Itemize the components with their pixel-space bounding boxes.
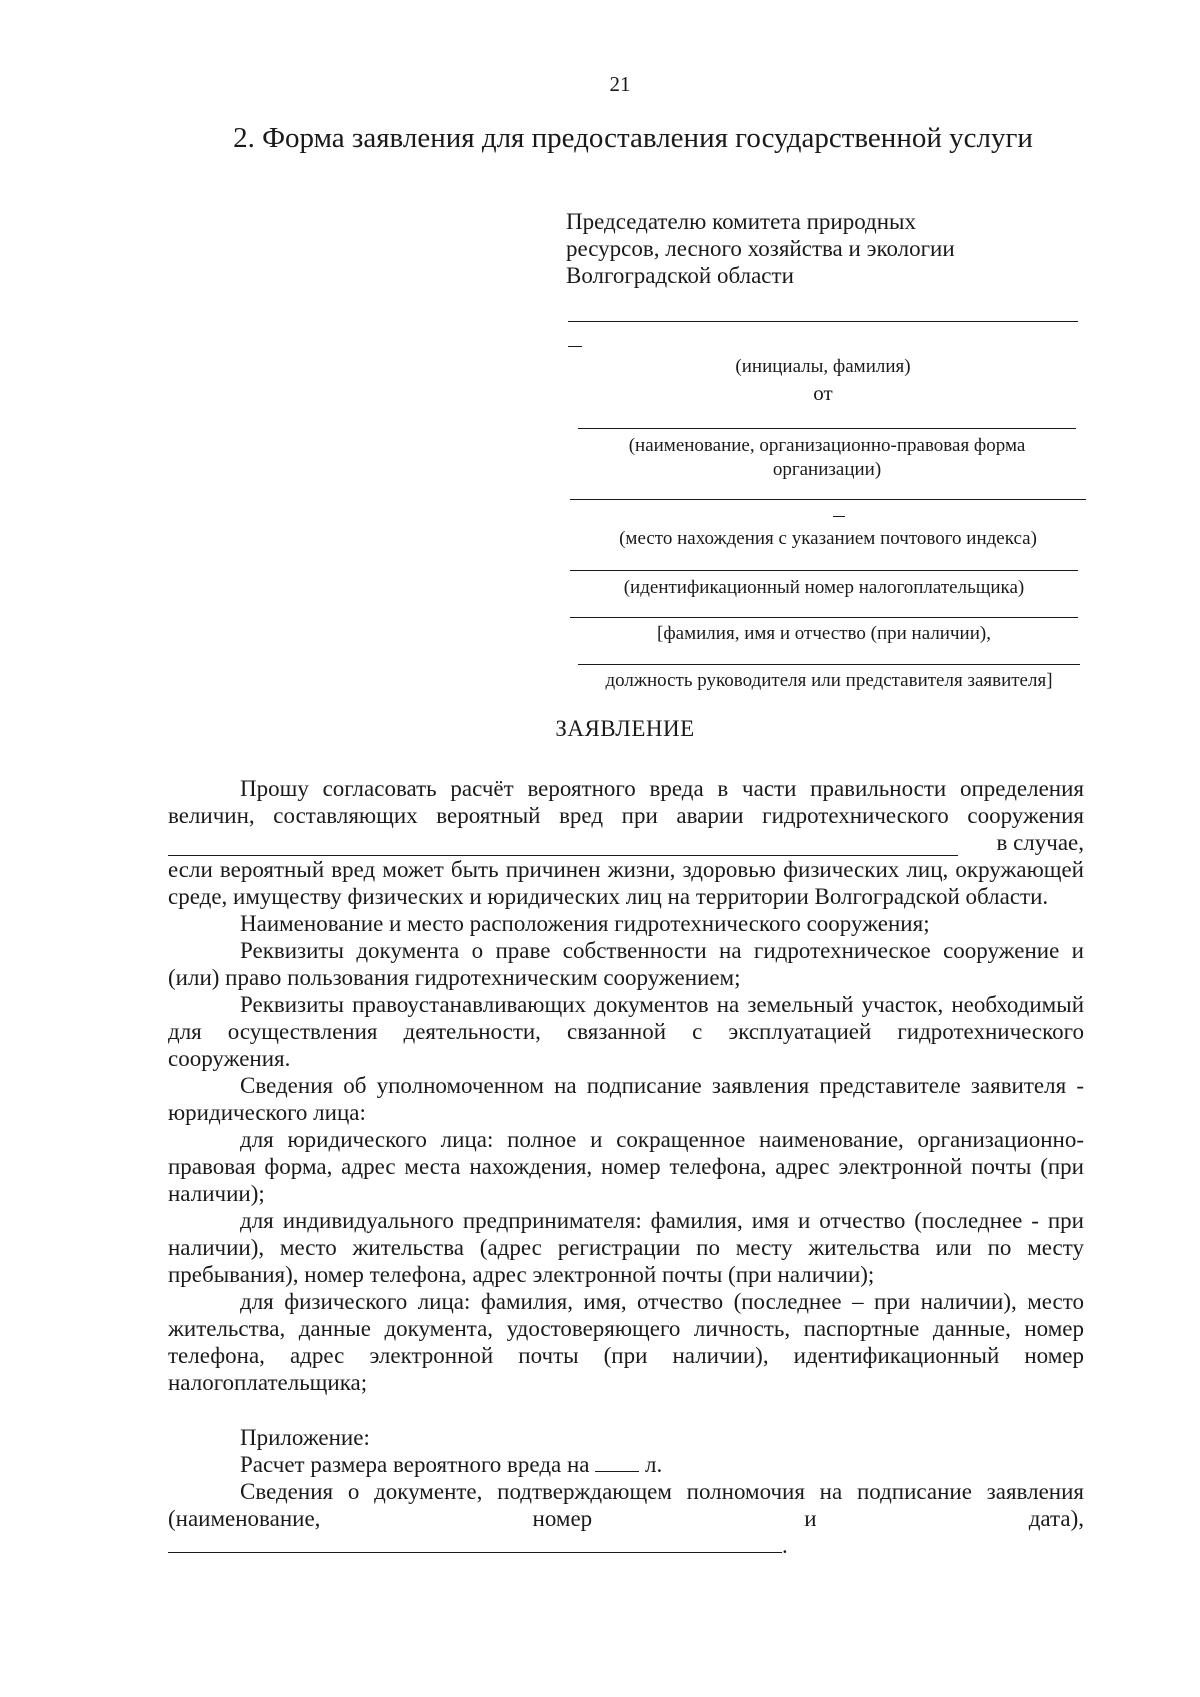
doc-word: дата),	[1028, 1506, 1084, 1531]
document-title: 2. Форма заявления для предоставления государственной услуги	[233, 122, 1033, 154]
position-caption: должность руководителя или представителя заявителя]	[605, 670, 1053, 691]
position-blank-line	[578, 664, 1080, 665]
inn-blank-line	[570, 570, 1078, 571]
in-case-row	[168, 829, 1084, 856]
paragraph: Реквизиты документа о праве собственности на гидротехническое сооружение и (или) право пользования гидротехническим сооружением;	[168, 938, 1084, 990]
gts-name-blank	[168, 835, 958, 856]
paragraph: если вероятный вред может быть причинен жизни, здоровью физических лиц, окружающей среде, имуществу физических и юридических лиц на территории Волгоградской области.	[168, 857, 1084, 909]
dash-mark	[833, 516, 845, 517]
initials-blank-line	[568, 321, 1078, 322]
paragraph: для индивидуального предпринимателя: фамилия, имя и отчество (последнее - при наличии), место жительства (адрес регистрации по месту жительства или по месту пребывания), номер телефона, адрес электронной почты (при наличии);	[168, 1208, 1084, 1287]
calc-prefix: Расчет размера вероятного вреда на	[240, 1452, 590, 1477]
addressee-line: ресурсов, лесного хозяйства и экологии	[566, 236, 955, 261]
from-label: от	[813, 381, 833, 405]
paragraph: для физического лица: фамилия, имя, отчество (последнее – при наличии), место жительства, данные документа, удостоверяющего личность, паспортные данные, номер телефона, адрес электронной почты (при наличии), идентификационный номер налогоплательщика;	[168, 1289, 1084, 1395]
location-caption: (место нахождения с указанием почтового индекса)	[619, 528, 1037, 549]
paragraph: для юридического лица: полное и сокращенное наименование, организационно-правовая форма, адрес места нахождения, номер телефона, адрес электронной почты (при наличии);	[168, 1127, 1084, 1206]
org-caption-line2: организации)	[772, 459, 882, 480]
attachment-label: Приложение:	[240, 1425, 370, 1450]
doc-details-blank	[168, 1532, 782, 1553]
sheet-count-blank	[595, 1451, 639, 1472]
attachment-calc-line	[168, 1451, 1084, 1478]
org-blank-line	[578, 428, 1076, 429]
inn-caption: (идентификационный номер налогоплательщика)	[623, 577, 1025, 598]
doc-word: и	[804, 1506, 817, 1531]
dash-mark	[568, 346, 582, 347]
initials-caption: (инициалы, фамилия)	[735, 356, 911, 377]
doc-details-row	[168, 1505, 1084, 1532]
doc-details-blank-row	[168, 1532, 1084, 1559]
addressee-line: Волгоградской области	[566, 263, 794, 288]
page-number: 21	[609, 72, 631, 96]
org-caption-line1: (наименование, организационно-правовая форма	[628, 435, 1026, 456]
addressee-block	[566, 208, 1086, 289]
statement-body	[168, 775, 1084, 1559]
end-mark: .	[782, 1533, 788, 1558]
fio-caption: [фамилия, имя и отчество (при наличии),	[657, 623, 991, 644]
location-blank-line	[570, 499, 1086, 500]
paragraph: Прошу согласовать расчёт вероятного вреда в части правильности определения величин, составляющих вероятный вред при аварии гидротехнического сооружения	[168, 776, 1084, 828]
paragraph: Реквизиты правоустанавливающих документов на земельный участок, необходимый для осуществления деятельности, связанной с эксплуатацией гидротехнического сооружения.	[168, 992, 1084, 1071]
calc-suffix: л.	[645, 1452, 663, 1477]
attachment-doc-line: Сведения о документе, подтверждающем полномочия на подписание заявления	[240, 1479, 1084, 1504]
doc-word: номер	[532, 1506, 593, 1531]
doc-word: (наименование,	[168, 1506, 321, 1531]
paragraph: Наименование и место расположения гидротехнического сооружения;	[240, 911, 930, 936]
paragraph: Сведения об уполномоченном на подписание заявления представителе заявителя - юридического лица:	[168, 1073, 1084, 1125]
fio-blank-line	[570, 617, 1078, 618]
statement-heading: ЗАЯВЛЕНИЕ	[555, 716, 695, 741]
in-case-text: в случае,	[996, 830, 1084, 855]
addressee-line: Председателю комитета природных	[566, 209, 916, 234]
